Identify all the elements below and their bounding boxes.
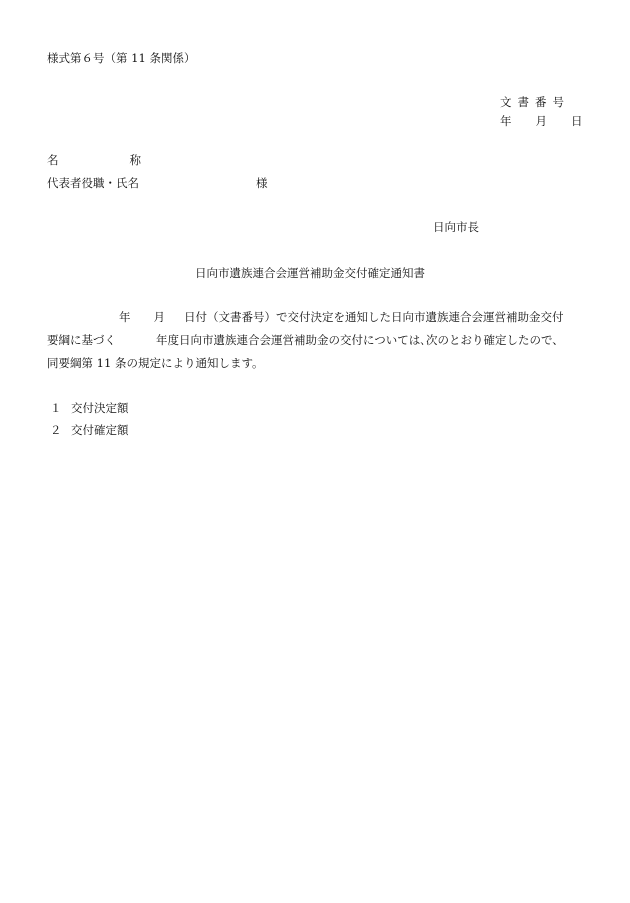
date-line xyxy=(500,116,583,128)
representative-label: 代表者役職・氏名 xyxy=(47,176,139,190)
sender-mayor: 日向市長 xyxy=(433,220,479,234)
form-id: 様式第６号（第 11 条関係） xyxy=(47,51,196,65)
date-year: 年 xyxy=(500,114,512,128)
body-line-3: 同要綱第 11 条の規定により通知します。 xyxy=(47,356,264,370)
date-day: 日 xyxy=(571,114,583,128)
item-number: ２ xyxy=(50,423,62,437)
body-line-1-rest: 日付（文書番号）で交付決定を通知した日向市遺族連合会運営補助金交付 xyxy=(184,310,564,324)
list-item xyxy=(50,425,129,437)
list-item xyxy=(50,403,129,415)
body-line-2-start: 要綱に基づく xyxy=(47,333,116,347)
body-line-2 xyxy=(47,335,564,347)
body-line-1 xyxy=(119,312,564,324)
item-label: 交付決定額 xyxy=(71,401,129,415)
name-label-2: 称 xyxy=(129,153,141,167)
body-year: 年 xyxy=(119,310,131,324)
item-label: 交付確定額 xyxy=(71,423,129,437)
recipient-name-row xyxy=(47,155,141,167)
body-line-2-rest: 年度日向市遺族連合会運営補助金の交付については､次のとおり確定したので、 xyxy=(156,333,564,347)
date-month: 月 xyxy=(535,114,547,128)
body-month: 月 xyxy=(153,310,165,324)
item-number: １ xyxy=(50,401,62,415)
document-title: 日向市遺族連合会運営補助金交付確定通知書 xyxy=(195,266,425,280)
name-label-1: 名 xyxy=(47,153,59,167)
document-number-label: 文書番号 xyxy=(500,95,570,109)
honorific: 様 xyxy=(256,176,268,190)
representative-row xyxy=(47,178,268,190)
